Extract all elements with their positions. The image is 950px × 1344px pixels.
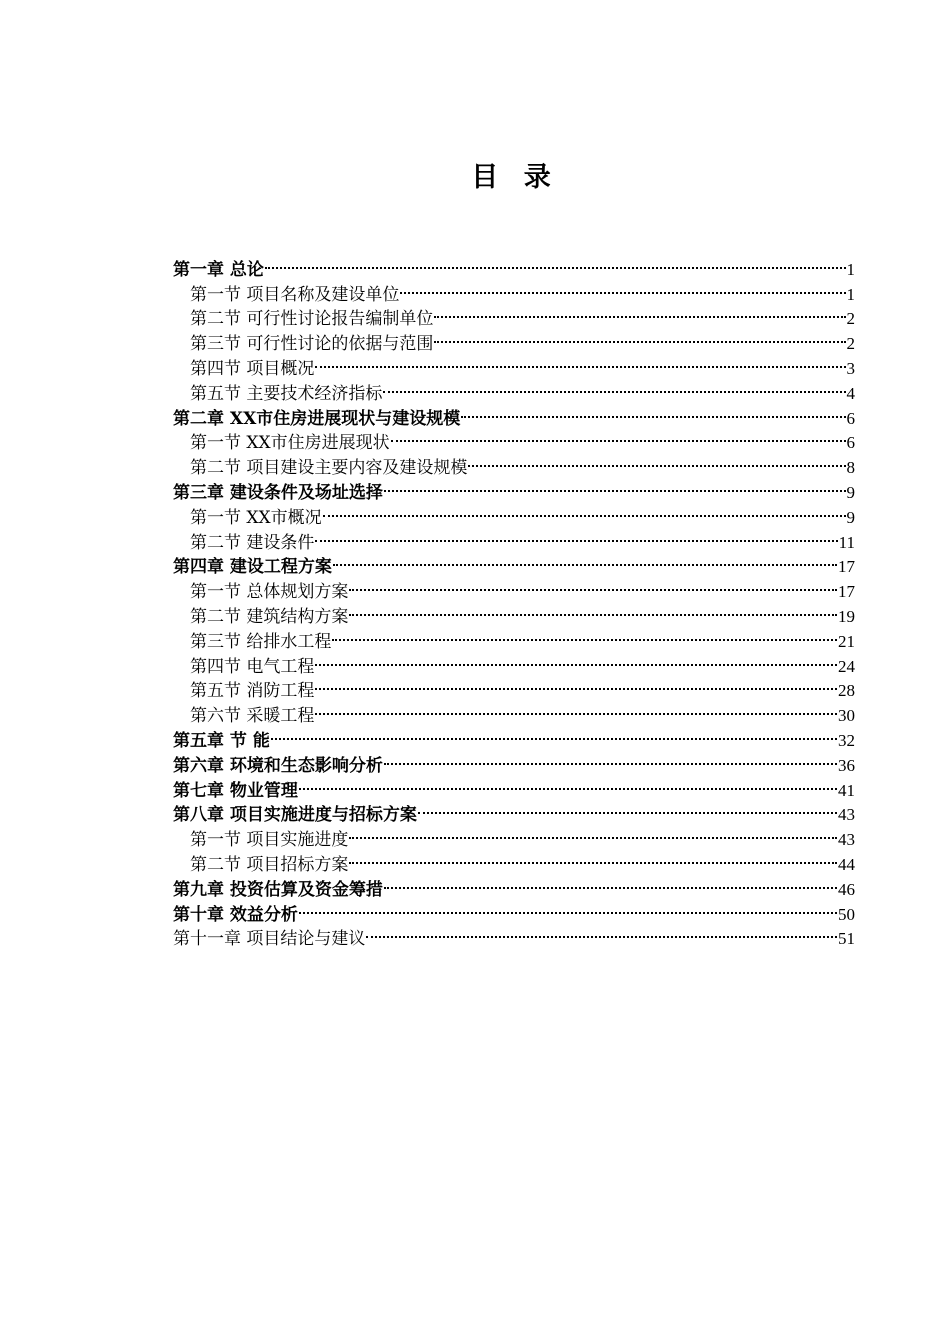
toc-entry-page-number: 8 — [846, 458, 855, 478]
table-of-contents — [173, 250, 855, 950]
toc-dot-leader — [265, 250, 846, 275]
toc-entry-label: 第三节 给排水工程 — [190, 631, 332, 652]
toc-entry-page-number: 2 — [846, 334, 855, 354]
toc-entry-label: 第四节 电气工程 — [190, 656, 315, 677]
toc-entry-page-number: 9 — [846, 482, 855, 502]
toc-entry-label: 第八章 项目实施进度与招标方案 — [173, 805, 417, 826]
toc-dot-leader — [315, 523, 837, 548]
toc-entry-page-number: 41 — [838, 780, 855, 800]
toc-entry-label: 第一节 XX市概况 — [190, 507, 322, 528]
toc-entry-page-number: 17 — [838, 557, 855, 577]
toc-entry-label: 第一节 总体规划方案 — [190, 582, 349, 603]
toc-entry-chapter[interactable] — [173, 721, 855, 751]
toc-entry-page-number: 1 — [846, 259, 855, 279]
toc-entry-page-number: 11 — [838, 532, 855, 552]
toc-dot-leader — [349, 845, 837, 870]
toc-dot-leader — [461, 399, 845, 424]
toc-entry-page-number: 1 — [846, 284, 855, 304]
toc-dot-leader — [349, 820, 837, 845]
toc-entry-page-number: 6 — [846, 433, 855, 453]
toc-dot-leader — [332, 622, 837, 647]
toc-entry-page-number: 36 — [838, 755, 855, 775]
toc-entry-page-number: 51 — [838, 929, 855, 949]
toc-entry-label: 第六章 环境和生态影响分析 — [173, 755, 383, 776]
toc-entry-page-number: 3 — [846, 358, 855, 378]
toc-dot-leader — [384, 473, 846, 498]
toc-entry-label: 第四节 项目概况 — [190, 358, 315, 379]
toc-entry-label: 第一章 总论 — [173, 259, 264, 280]
toc-dot-leader — [384, 746, 837, 771]
toc-entry-page-number: 9 — [846, 507, 855, 527]
toc-dot-leader — [434, 300, 845, 325]
toc-entry-label: 第二节 项目建设主要内容及建设规模 — [190, 458, 468, 479]
toc-entry-page-number: 32 — [838, 730, 855, 750]
toc-dot-leader — [271, 721, 837, 746]
toc-entry-label: 第十章 效益分析 — [173, 904, 298, 925]
toc-entry-label: 第一节 项目实施进度 — [190, 830, 349, 851]
toc-entry-page-number: 6 — [846, 408, 855, 428]
toc-entry-page-number: 4 — [846, 383, 855, 403]
toc-entry-page-number: 24 — [838, 656, 855, 676]
toc-dot-leader — [315, 647, 837, 672]
toc-dot-leader — [391, 424, 846, 449]
toc-entry-label: 第二节 项目招标方案 — [190, 854, 349, 875]
toc-dot-leader — [400, 275, 845, 300]
toc-entry-page-number: 50 — [838, 904, 855, 924]
toc-entry-label: 第九章 投资估算及资金筹措 — [173, 879, 383, 900]
toc-dot-leader — [323, 498, 846, 523]
toc-dot-leader — [315, 349, 845, 374]
toc-entry-page-number: 2 — [846, 309, 855, 329]
toc-entry-label: 第二节 建设条件 — [190, 532, 315, 553]
toc-entry-section[interactable] — [173, 275, 855, 305]
toc-entry-label: 第三章 建设条件及场址选择 — [173, 482, 383, 503]
toc-dot-leader — [383, 374, 845, 399]
toc-dot-leader — [349, 597, 837, 622]
toc-dot-leader — [434, 324, 845, 349]
toc-entry-label: 第四章 建设工程方案 — [173, 557, 332, 578]
toc-entry-label: 第二节 可行性讨论报告编制单位 — [190, 309, 434, 330]
toc-dot-leader — [349, 572, 837, 597]
toc-entry-chapter[interactable] — [173, 746, 855, 776]
toc-entry-page-number: 43 — [838, 830, 855, 850]
toc-dot-leader — [333, 548, 837, 573]
toc-dot-leader — [299, 771, 837, 796]
toc-dot-leader — [299, 895, 837, 920]
toc-entry-label: 第六节 采暖工程 — [190, 706, 315, 727]
toc-dot-leader — [418, 796, 837, 821]
toc-dot-leader — [468, 448, 845, 473]
toc-dot-leader — [315, 696, 837, 721]
toc-dot-leader — [384, 870, 837, 895]
toc-entry-label: 第五节 主要技术经济指标 — [190, 383, 383, 404]
toc-entry-page-number: 21 — [838, 631, 855, 651]
toc-entry-label: 第七章 物业管理 — [173, 780, 298, 801]
toc-dot-leader — [366, 920, 837, 945]
toc-entry-label: 第二节 建筑结构方案 — [190, 606, 349, 627]
toc-dot-leader — [315, 672, 837, 697]
toc-entry-page-number: 28 — [838, 681, 855, 701]
toc-entry-label: 第十一章 项目结论与建议 — [173, 929, 366, 950]
toc-entry-page-number: 17 — [838, 582, 855, 602]
toc-entry-label: 第一节 项目名称及建设单位 — [190, 284, 400, 305]
toc-entry-chapter[interactable] — [173, 250, 855, 280]
toc-entry-page-number: 46 — [838, 879, 855, 899]
toc-entry-page-number: 44 — [838, 854, 855, 874]
toc-entry-label: 第三节 可行性讨论的依据与范围 — [190, 334, 434, 355]
toc-entry-label: 第一节 XX市住房进展现状 — [190, 433, 390, 454]
toc-entry-page-number: 30 — [838, 706, 855, 726]
toc-entry-label: 第二章 XX市住房进展现状与建设规模 — [173, 408, 461, 429]
toc-entry-page-number: 19 — [838, 606, 855, 626]
toc-entry-label: 第五节 消防工程 — [190, 681, 315, 702]
page-title: 目 录 — [471, 162, 559, 193]
toc-entry-page-number: 43 — [838, 805, 855, 825]
toc-entry-label: 第五章 节 能 — [173, 730, 270, 751]
